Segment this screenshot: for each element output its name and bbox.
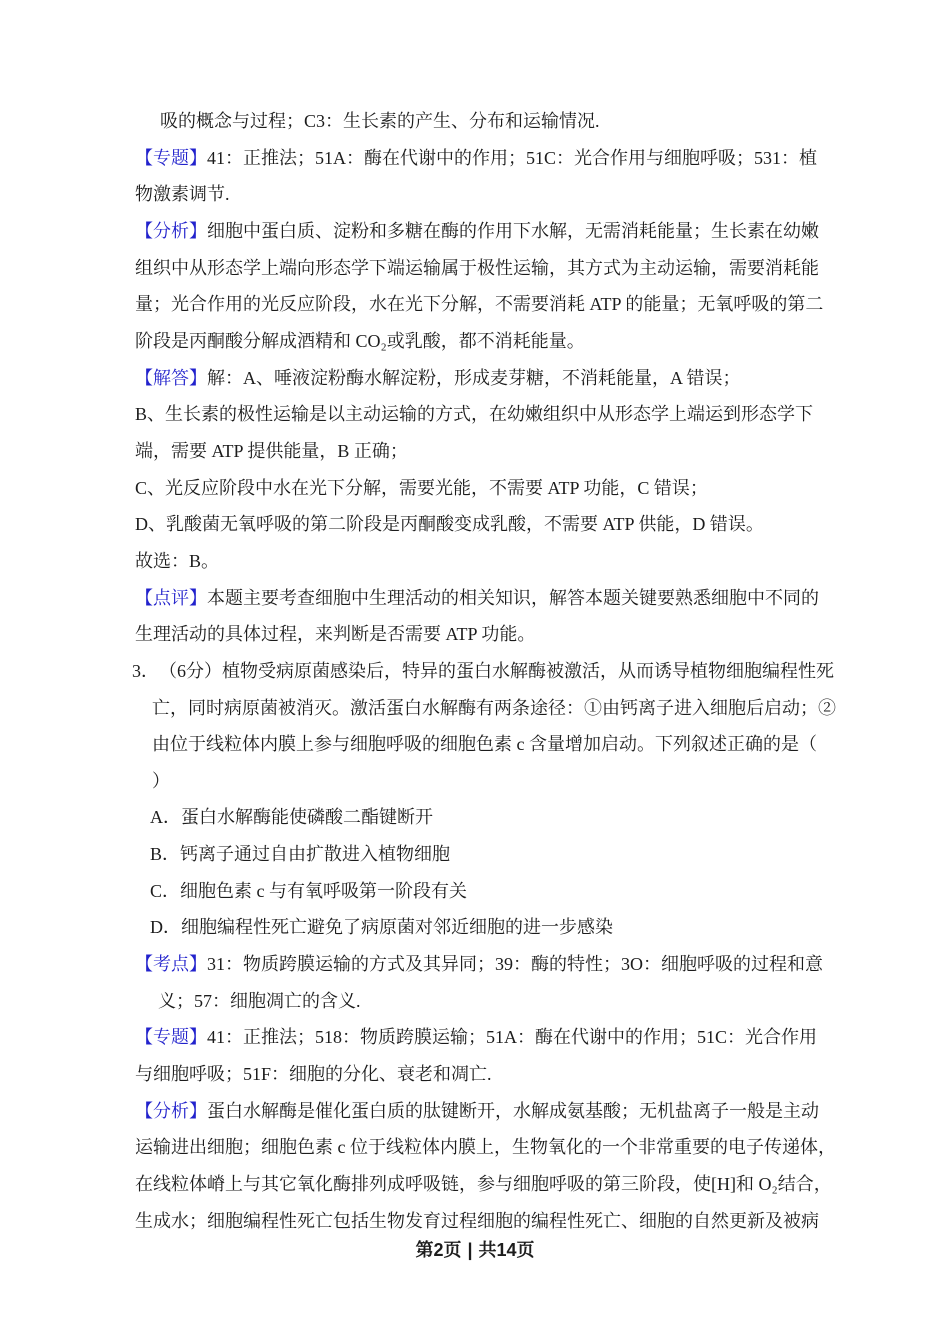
- line-text: 本题主要考查细胞中生理活动的相关知识，解答本题关键要熟悉细胞中不同的: [207, 587, 819, 608]
- line-fenxi-continuation: [135, 323, 950, 360]
- line-text: 故选：B。: [135, 550, 220, 571]
- line-text: 端，需要 ATP 提供能量，B 正确；: [135, 440, 408, 461]
- line-kaodian-continuation: [158, 983, 950, 1020]
- line-fenxi: [135, 1093, 950, 1130]
- line-jieda-option-d: [135, 506, 950, 543]
- line-text: 41：正推法；51A：酶在代谢中的作用；51C：光合作用与细胞呼吸；531：植: [207, 147, 818, 168]
- line-dianping-continuation: [135, 616, 950, 653]
- line-text: D、乳酸菌无氧呼吸的第二阶段是丙酮酸变成乳酸，不需要 ATP 供能，D 错误。: [135, 514, 764, 535]
- tag-fenxi: 【分析】: [135, 1100, 207, 1121]
- tag-fenxi: 【分析】: [135, 220, 207, 241]
- line-text: ）: [152, 770, 170, 791]
- line-jieda-option-a: [135, 360, 950, 397]
- question-3-stem-continuation: [152, 763, 950, 800]
- line-fenxi-continuation: [135, 1166, 950, 1203]
- question-3-stem-continuation: [152, 726, 950, 763]
- question-3-stem-continuation: [152, 690, 950, 727]
- line-fenxi-continuation: [135, 1129, 950, 1166]
- line-zhuanti-continuation: [135, 1056, 950, 1093]
- line-text: D．细胞编程性死亡避免了病原菌对邻近细胞的进一步感染: [150, 917, 613, 938]
- line-zhuanti: [135, 140, 950, 177]
- line-kaodian: [135, 946, 950, 983]
- footer-page-total: 共14页: [478, 1240, 535, 1260]
- line-text: A．蛋白水解酶能使磷酸二酯键断开: [150, 807, 433, 828]
- line-fenxi: [135, 213, 950, 250]
- question-3-stem: [132, 653, 950, 690]
- line-text: 亡，同时病原菌被消灭。激活蛋白水解酶有两条途径：①由钙离子进入细胞后启动；②: [152, 697, 836, 718]
- line-text: 与细胞呼吸；51F：细胞的分化、衰老和凋亡.: [135, 1064, 492, 1085]
- line-text: C、光反应阶段中水在光下分解，需要光能，不需要 ATP 功能，C 错误；: [135, 477, 708, 498]
- tag-jieda: 【解答】: [135, 367, 207, 388]
- tag-kaodian: 【考点】: [135, 954, 207, 975]
- line-text: 41：正推法；518：物质跨膜运输；51A：酶在代谢中的作用；51C：光合作用: [207, 1027, 818, 1048]
- line-text: 吸的概念与过程；C3：生长素的产生、分布和运输情况.: [160, 111, 600, 131]
- line-text: 解：A、唾液淀粉酶水解淀粉，形成麦芽糖，不消耗能量，A 错误；: [207, 367, 741, 388]
- line-jieda-option-b: [135, 396, 950, 433]
- line-text: 组织中从形态学上端向形态学下端运输属于极性运输，其方式为主动运输，需要消耗能: [135, 257, 819, 278]
- footer-page-number: 第2页: [415, 1240, 462, 1260]
- line-zhuanti-continuation: [135, 176, 950, 213]
- line-text: 细胞中蛋白质、淀粉和多糖在酶的作用下水解，无需消耗能量；生长素在幼嫩: [207, 220, 819, 241]
- line-kaodian-continuation: [160, 103, 950, 140]
- line-text: 在线粒体嵴上与其它氧化酶排列成呼吸链，参与细胞呼吸的第三阶段，使[H]和 O₂结合，: [135, 1174, 832, 1195]
- question-number: 3．: [132, 660, 159, 681]
- line-text: 物激素调节.: [135, 184, 230, 205]
- line-zhuanti: [135, 1019, 950, 1056]
- line-text: 生理活动的具体过程，来判断是否需要 ATP 功能。: [135, 624, 536, 645]
- tag-zhuanti: 【专题】: [135, 147, 207, 168]
- question-3-option-d: [150, 909, 950, 946]
- line-text: 量；光合作用的光反应阶段，水在光下分解，不需要消耗 ATP 的能量；无氧呼吸的第二: [135, 294, 824, 315]
- line-text: 由位于线粒体内膜上参与细胞呼吸的细胞色素 c 含量增加启动。下列叙述正确的是（: [152, 734, 817, 755]
- line-answer-choice: [135, 543, 950, 580]
- question-3-option-b: [150, 836, 950, 873]
- line-text: （6分）植物受病原菌感染后，特异的蛋白水解酶被激活，从而诱导植物细胞编程性死: [159, 660, 834, 681]
- line-text: 义；57：细胞凋亡的含义.: [158, 990, 361, 1011]
- tag-dianping: 【点评】: [135, 587, 207, 608]
- line-dianping: [135, 580, 950, 617]
- line-text: C．细胞色素 c 与有氧呼吸第一阶段有关: [150, 880, 467, 901]
- line-text: 31：物质跨膜运输的方式及其异同；39：酶的特性；3O：细胞呼吸的过程和意: [207, 954, 823, 975]
- line-jieda-option-c: [135, 470, 950, 507]
- line-fenxi-continuation: [135, 286, 950, 323]
- footer-separator: |: [467, 1240, 473, 1260]
- page-footer: [0, 1236, 950, 1262]
- tag-zhuanti: 【专题】: [135, 1027, 207, 1048]
- line-text: 蛋白水解酶是催化蛋白质的肽键断开，水解成氨基酸；无机盐离子一般是主动: [207, 1100, 819, 1121]
- line-text: 生成水；细胞编程性死亡包括生物发育过程细胞的编程性死亡、细胞的自然更新及被病: [135, 1210, 819, 1231]
- question-3-option-c: [150, 873, 950, 910]
- line-text: B．钙离子通过自由扩散进入植物细胞: [150, 844, 451, 865]
- line-text: B、生长素的极性运输是以主动运输的方式，在幼嫩组织中从形态学上端运到形态学下: [135, 404, 814, 425]
- line-fenxi-continuation: [135, 1203, 950, 1240]
- line-fenxi-continuation: [135, 250, 950, 287]
- line-jieda-option-b-continuation: [135, 433, 950, 470]
- line-text: 运输进出细胞；细胞色素 c 位于线粒体内膜上，生物氧化的一个非常重要的电子传递体，: [135, 1137, 836, 1158]
- question-3-option-a: [150, 799, 950, 836]
- line-text: 阶段是丙酮酸分解成酒精和 CO₂或乳酸，都不消耗能量。: [135, 330, 585, 351]
